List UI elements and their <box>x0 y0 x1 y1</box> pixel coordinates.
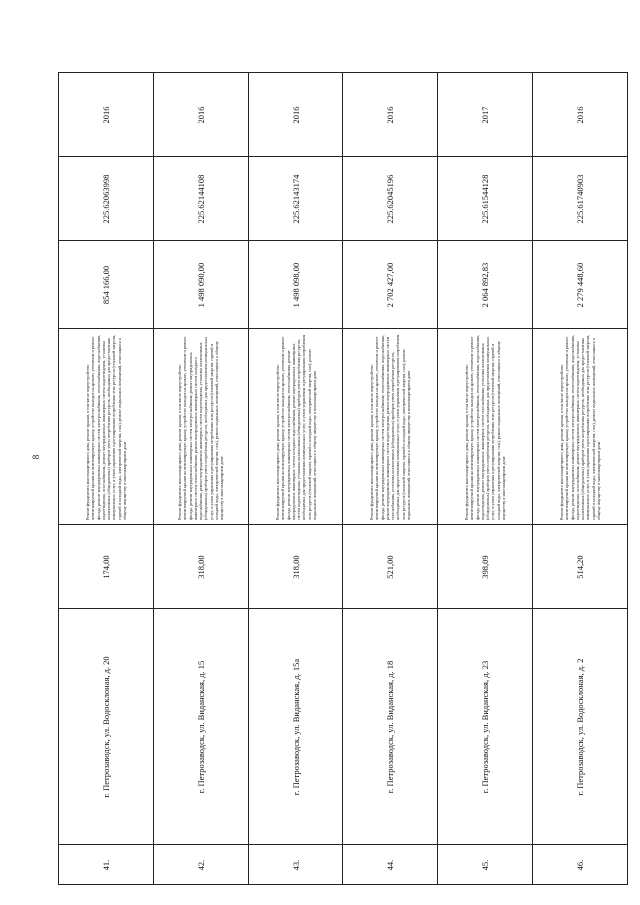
page-number: 8 <box>31 454 41 460</box>
cell-cost: 2 279 448,60 <box>533 241 628 329</box>
cell-code: 225.61544128 <box>438 157 533 241</box>
cell-year: 2017 <box>438 73 533 157</box>
cell-row-number: 43. <box>248 845 343 885</box>
cell-code: 225.62045196 <box>343 157 438 241</box>
cell-address: г. Петрозаводск, ул. Водосклоная, д. 2 <box>533 609 628 845</box>
cell-year: 2016 <box>153 73 248 157</box>
cell-area: 318,00 <box>153 525 248 609</box>
cell-code: 225.62063998 <box>59 157 154 241</box>
cell-description: Ремонт фундамента многоквартирного дома, ремонт крыши, в том числе переустройство невентилируемой крыши на вентилируемую крышу, устройство выходов на кровлю, утепление и ремонт фасада, ремонт внутридомовых инженерных систем электроснабжения, ремонт внутридомовых инженерных систем теплоснабжения, ремонт внутридомовых инженерных систем холодного водоснабжения, ремонт внутридомовых инженерных систем водоотведения, установка коллективных (общедомовых) приборов учета потребления ресурсов, необходимых для предоставления коммунальных услуг, и узлов управления и регулирования потребления этих ресурсов (тепловой энергии, горячей и холодной воды, электрической энергии, газа), ремонт подвальных помещений, относящихся к общему имуществу в многоквартирном доме <box>153 329 248 525</box>
cell-address: г. Петрозаводск, ул. Виданская, д. 15 <box>153 609 248 845</box>
cell-description: Ремонт фундамента многоквартирного дома, ремонт крыши, в том числе переустройство невентилируемой крыши на вентилируемую крышу, устройство выходов на кровлю, утепление и ремонт фасада, ремонт внутридомовых инженерных систем электроснабжения, теплоснабжения, ремонт внутридомовых инженерных систем холодного водоснабжения, ремонт внутридомовых инженерных систем водоотведения, установка коллективных (общедомовых) приборов учета потребления ресурсов, необходимых для предоставления коммунальных услуг, и узлов управления и регулирования потребления этих ресурсов (тепловой энергии, горячей и холодной воды, электрической энергии, газа), ремонт подвальных помещений, относящихся к общему имуществу в многоквартирном доме <box>248 329 343 525</box>
cell-row-number: 42. <box>153 845 248 885</box>
repair-registry-table <box>58 72 628 885</box>
cell-code: 225.62143174 <box>248 157 343 241</box>
cell-area: 318,00 <box>248 525 343 609</box>
row-code <box>59 157 628 241</box>
cell-year: 2016 <box>59 73 154 157</box>
cell-address: г. Петрозаводск, ул. Водосклоная, д. 20 <box>59 609 154 845</box>
cell-year: 2016 <box>533 73 628 157</box>
cell-cost: 1 498 090,00 <box>153 241 248 329</box>
cell-row-number: 44. <box>343 845 438 885</box>
cell-year: 2016 <box>248 73 343 157</box>
cell-area: 174,00 <box>59 525 154 609</box>
cell-row-number: 41. <box>59 845 154 885</box>
cell-description: Ремонт фундамента многоквартирного дома, ремонт крыши, в том числе переустройство невентилируемой крыши на вентилируемую крышу, устройство выходов на кровлю, утепление и ремонт фасада, ремонт внутридомовых инженерных систем электроснабжения, теплоснабжения, водоснабжения, водоотведения, газоснабжения, ремонт внутридомовых инженерных систем водоотведения, установка коллективных (общедомовых) приборов учета потребления ресурсов, необходимых для предоставления коммунальных услуг, и узлов управления и регулирования потребления этих ресурсов (тепловой энергии, горячей и холодной воды, электрической энергии, газа), ремонт подвальных помещений, относящихся к общему имуществу в многоквартирном доме <box>533 329 628 525</box>
cell-row-number: 46. <box>533 845 628 885</box>
cell-description: Ремонт фундамента многоквартирного дома, ремонт крыши, в том числе переустройство невентилируемой крыши на вентилируемую крышу, устройство выходов на кровлю, утепление и ремонт фасада, ремонт внутридомовых инженерных систем электроснабжения, теплоснабжения, водоснабжения, водоотведения, газоснабжения, ремонт внутридомовых инженерных систем водоотведения, установка коллективных (общедомовых) приборов учета потребления ресурсов, необходимых для предоставления коммунальных услуг, и узлов управления и регулирования потребления этих ресурсов (тепловой энергии, горячей и холодной воды, электрической энергии, газа), ремонт подвальных помещений, относящихся к общему имуществу в многоквартирном доме <box>59 329 154 525</box>
cell-description: Ремонт фундамента многоквартирного дома, ремонт крыши, в том числе переустройство невентилируемой крыши на вентилируемую крышу, устройство выходов на кровлю, утепление и ремонт фасада, ремонт внутридомовых инженерных систем электроснабжения, теплоснабжения, водоснабжения, водоотведения, ремонт внутридомовых инженерных систем газоснабжения, установка коллективных (общедомовых) приборов учета потребления ресурсов, необходимых для предоставления коммунальных услуг, и узлов управления и регулирования потребления этих ресурсов (тепловой энергии, горячей и холодной воды, электрической энергии, газа), ремонт подвальных помещений, относящихся к общему имуществу в многоквартирном доме <box>438 329 533 525</box>
cell-code: 225.61740903 <box>533 157 628 241</box>
cell-area: 398,09 <box>438 525 533 609</box>
row-cost <box>59 241 628 329</box>
cell-cost: 2 702 427,00 <box>343 241 438 329</box>
cell-address: г. Петрозаводск, ул. Виданская, д. 15а <box>248 609 343 845</box>
cell-row-number: 45. <box>438 845 533 885</box>
cell-cost: 1 498 098,00 <box>248 241 343 329</box>
cell-address: г. Петрозаводск, ул. Виданская, д. 18 <box>343 609 438 845</box>
row-description <box>59 329 628 525</box>
cell-code: 225.62144108 <box>153 157 248 241</box>
cell-address: г. Петрозаводск, ул. Виданская, д. 23 <box>438 609 533 845</box>
cell-description: Ремонт фундамента многоквартирного дома, ремонт крыши, в том числе переустройство невентилируемой крыши на вентилируемую крышу, устройство выходов на кровлю, утепление и ремонт фасада, ремонт внутридомовых инженерных систем электроснабжения, теплоснабжения, водоснабжения, ремонт внутридомовых инженерных систем водоотведения, ремонт внутридомовых инженерных систем газоснабжения, установка коллективных (общедомовых) приборов учета потребления ресурсов, необходимых для предоставления коммунальных услуг, и узлов управления и регулирования потребления этих ресурсов (тепловой энергии, горячей и холодной воды, электрической энергии, газа), ремонт подвальных помещений, относящихся к общему имуществу в многоквартирном доме <box>343 329 438 525</box>
cell-year: 2016 <box>343 73 438 157</box>
row-number <box>59 845 628 885</box>
cell-area: 521,00 <box>343 525 438 609</box>
row-year <box>59 73 628 157</box>
row-address <box>59 609 628 845</box>
cell-area: 514,20 <box>533 525 628 609</box>
row-area <box>59 525 628 609</box>
cell-cost: 854 166,00 <box>59 241 154 329</box>
cell-cost: 2 064 892,83 <box>438 241 533 329</box>
